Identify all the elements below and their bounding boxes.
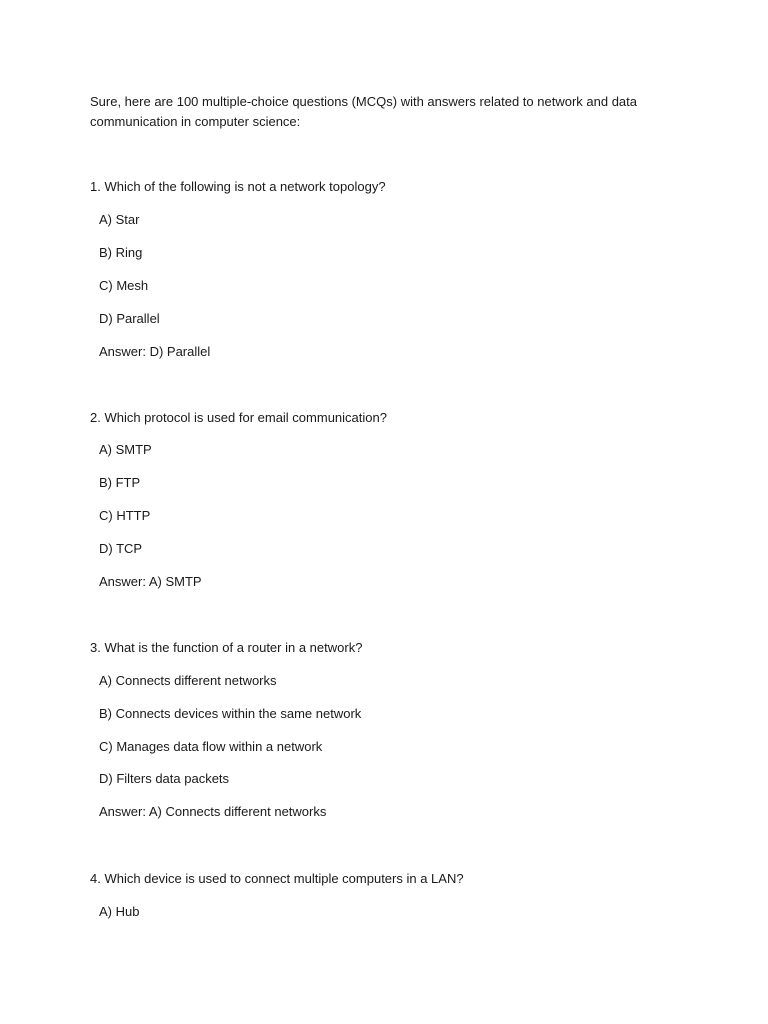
question-2-option-d: D) TCP — [99, 541, 143, 556]
question-4-option-a: A) Hub — [99, 904, 140, 919]
question-2-answer: Answer: A) SMTP — [99, 574, 202, 589]
question-1-option-c: C) Mesh — [99, 278, 149, 293]
question-3-answer: Answer: A) Connects different networks — [99, 804, 327, 819]
question-4: 4. Which device is used to connect multiple computers in a LAN? — [90, 871, 464, 886]
question-3: 3. What is the function of a router in a network? — [90, 640, 363, 655]
question-3-option-a: A) Connects different networks — [99, 673, 277, 688]
question-1-option-a: A) Star — [99, 212, 140, 227]
question-2-option-a: A) SMTP — [99, 442, 152, 457]
intro-paragraph: Sure, here are 100 multiple-choice questions (MCQs) with answers related to network and data communication in computer science: — [90, 94, 637, 129]
question-3-option-d: D) Filters data packets — [99, 771, 230, 786]
question-1-option-b: B) Ring — [99, 245, 143, 260]
question-2-option-b: B) FTP — [99, 475, 141, 490]
question-1-option-d: D) Parallel — [99, 311, 160, 326]
question-3-option-c: C) Manages data flow within a network — [99, 739, 323, 754]
question-2-option-c: C) HTTP — [99, 508, 151, 523]
question-3-option-b: B) Connects devices within the same network — [99, 706, 362, 721]
question-1: 1. Which of the following is not a network topology? — [90, 179, 386, 194]
question-1-answer: Answer: D) Parallel — [99, 344, 211, 359]
question-2: 2. Which protocol is used for email communication? — [90, 410, 387, 425]
